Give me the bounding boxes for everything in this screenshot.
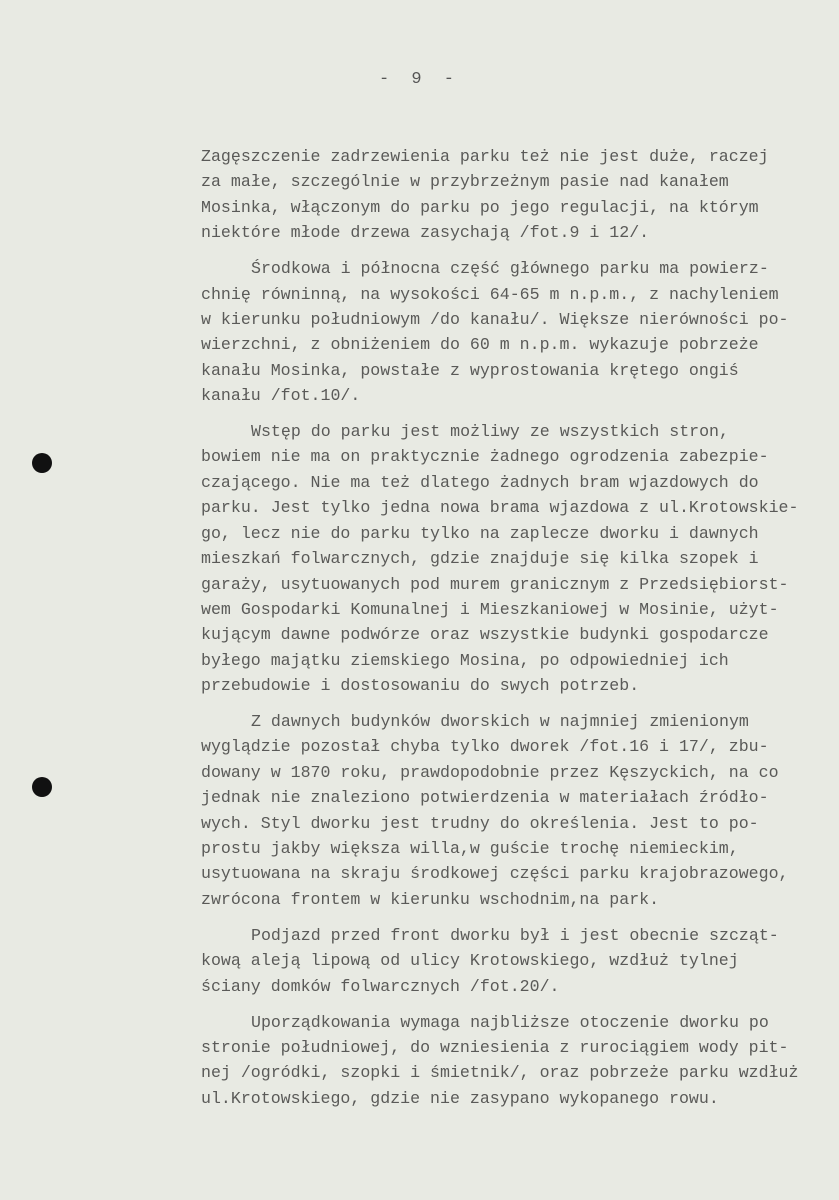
page-number: - 9 - — [378, 70, 460, 89]
document-body — [201, 144, 831, 1122]
punch-hole — [32, 777, 52, 797]
paragraph: Z dawnych budynków dworskich w najmniej zmienionym wyglądzie pozostał chyba tylko dworek /fot.16 i 17/, zbu- dowany w 1870 roku, prawdopodobnie przez Kęszyckich, na co jednak nie znaleziono potwierdzenia w materiałach źródło- wych. Styl dworku jest trudny do określenia. Jest to po- prostu jakby większa willa,w guście trochę niemieckim, usytuowana na skraju środkowej części parku krajobrazowego, zwrócona frontem w kierunku wschodnim,na park. — [201, 712, 789, 909]
paragraph: Środkowa i północna część głównego parku ma powierz- chnię równinną, na wysokości 64-65 m n.p.m., z nachyleniem w kierunku południowym /do kanału/. Większe nierówności po- wierzchni, z obniżeniem do 60 m n.p.m. wykazuje pobrzeże kanału Mosinka, powstałe z wyprostowania krętego ongiś kanału /fot.10/. — [201, 259, 789, 406]
paragraph: Uporządkowania wymaga najbliższe otoczenie dworku po stronie południowej, do wzniesienia z rurociągiem wody pit- nej /ogródki, szopki i śmietnik/, oraz pobrzeże parku wzdłuż ul.Krotowskiego, gdzie nie zasypano wykopanego rowu. — [201, 1012, 799, 1108]
paragraph: Zagęszczenie zadrzewienia parku też nie jest duże, raczej za małe, szczególnie w przybrzeżnym pasie nad kanałem Mosinka, włączonym do parku po jego regulacji, na którym niektóre młode drzewa zasychają /fot.9 i 12/. — [201, 147, 769, 243]
paragraph: Wstęp do parku jest możliwy ze wszystkich stron, bowiem nie ma on praktycznie żadnego ogrodzenia zabezpie- czającego. Nie ma też dlatego żadnych bram wjazdowych do parku. Jest tylko jedna nowa brama wjazdowa z ul.Krotowskie- go, lecz nie do parku tylko na zaplecze dworku i dawnych mieszkań folwarcznych, gdzie znajduje się kilka szopek i garaży, usytuowanych pod murem granicznym z Przedsiębiorst- wem Gospodarki Komunalnej i Mieszkaniowej w Mosinie, użyt- kującym dawne podwórze oraz wszystkie budynki gospodarcze byłego majątku ziemskiego Mosina, po odpowiedniej ich przebudowie i dostosowaniu do swych potrzeb. — [201, 422, 799, 696]
paragraph: Podjazd przed front dworku był i jest obecnie szcząt- kową aleją lipową od ulicy Krotowskiego, wzdłuż tylnej ściany domków folwarcznych /fot.20/. — [201, 925, 779, 996]
punch-hole — [32, 453, 52, 473]
